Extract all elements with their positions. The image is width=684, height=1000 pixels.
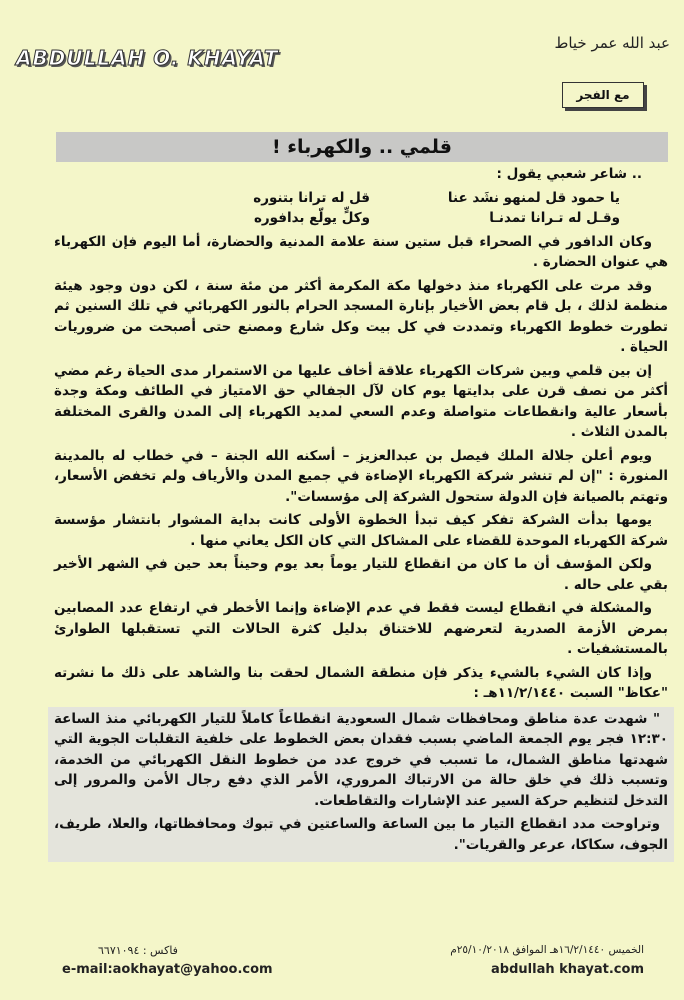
- quote-paragraph: " شهدت عدة مناطق ومحافظات شمال السعودية انقطاعاً كاملاً للتيار الكهربائي منذ الساعة ١٢:٣٠ فجر يوم الجمعة الماضي بسبب فقدان بعض الخطوط على خلفية التقلبات الجوية التي شهدتها مناطق الشمال، ما تسبب في خروج عدد من خطوط النقل الكهربائي من الخدمة، وتسبب ذلك في خلق حالة من الارتباك المروري، الأمر الذي دفع رجال الأمن والمرور إلى التدخل لتنظيم حركة السير عند الإشارات والتقاطعات.: [54, 710, 668, 809]
- article-paragraph: وإذا كان الشيء بالشيء يذكر فإن منطقة الشمال لحقت بنا والشاهد على ذلك ما نشرته "عكاظ" السبت ١١/٢/١٤٤٠هـ :: [54, 664, 668, 701]
- article-intro: .. شاعر شعبي يقول :: [496, 166, 642, 182]
- article-paragraph: يومها بدأت الشركة تفكر كيف تبدأ الخطوة الأولى كانت بداية المشوار بانتشار مؤسسة شركة الكهرباء الموحدة للقضاء على المشاكل التي كان الكل يعاني منها .: [54, 512, 668, 549]
- fax-number: فاكس : ٦٦٧١٠٩٤: [98, 944, 178, 957]
- poem-hemistich: يا حمود قل لمنهو نشَد عنا: [447, 189, 620, 206]
- article-paragraph: وكان الدافور في الصحراء قبل ستين سنة علامة المدنية والحضارة، أما اليوم فإن الكهرباء هي عنوان الحضارة .: [54, 233, 668, 270]
- quote-paragraph: وتراوحت مدد انقطاع التيار ما بين الساعة والساعتين في تبوك ومحافظاتها، والعلا، طريف، الجوف، سكاكا، عرعر والقريات".: [54, 816, 668, 853]
- author-logo: ABDULLAH O. KHAYAT: [16, 46, 279, 70]
- column-name-box: مع الفجر: [562, 82, 644, 108]
- article-paragraph: ولكن المؤسف أن ما كان من انقطاع للتيار يوماً بعد يوم وحيناً بعد حين في الشهر الأخير بقي على حاله .: [54, 556, 668, 593]
- article-paragraph: وقد مرت على الكهرباء منذ دخولها مكة المكرمة أكثر من مئة سنة ، لكن دون وجود هيئة منظمة لذلك ، بل قام بعض الأخيار بإنارة المسجد الحرام بالنور الكهربائي في تلك السنين ثم تطورت خطوط الكهرباء وتمددت في كل بيت وكل شارع ومصنع حتى أصبحت من ضروريات الحياة .: [54, 277, 668, 355]
- article-paragraph: والمشكلة في انقطاع ليست فقط في عدم الإضاءة وإنما الأخطر في ارتفاع عدد المصابين بمرض الأزمة الصدرية لتعرضهم للاختناق بدليل كثرة الحالات التي تستقبلها الطوارئ بالمستشفيات .: [54, 600, 668, 657]
- publication-date: الخميس ١٦/٢/١٤٤٠هـ الموافق ٢٥/١٠/٢٠١٨م: [450, 944, 644, 956]
- article-body: [54, 164, 668, 862]
- poem-hemistich: قل له ترانا بتنوره: [253, 189, 370, 206]
- poem-hemistich: وقـل له تـرانا تمدنـا: [489, 210, 620, 226]
- email-link[interactable]: e-mail:aokhayat@yahoo.com: [62, 962, 273, 977]
- website-link[interactable]: abdullah khayat.com: [491, 962, 644, 977]
- poem-hemistich: وكلٍّ يولّع بدافوره: [253, 210, 370, 226]
- article-title: قلمي .. والكهرباء !: [56, 132, 668, 162]
- poem-line: [54, 208, 620, 229]
- poem: [54, 188, 668, 229]
- poem-line: [54, 188, 620, 209]
- article-paragraph: إن بين قلمي وبين شركات الكهرباء علاقة أخاف عليها من الاستمرار مدى الحياة رغم مضي أكثر من نصف قرن على بدايتها يوم كان لآل الجفالي حق الامتياز في الطائف ومكة وجدة بأسعار عالية وانقطاعات متواصلة وعدم السعي لمديد الكهرباء إلى المدن والقرى المختلفة بالمدن الثلاث .: [54, 362, 668, 440]
- news-quote: [48, 707, 674, 863]
- article-paragraph: ويوم أعلن جلالة الملك فيصل بن عبدالعزيز – أسكنه الله الجنة – في خطاب له بالمدينة المنورة : "إن لم تنشر شركة الكهرباء الإضاءة في جميع المدن والأرياف ولم تخفض الأسعار، وتهتم بالصيانة فإن الدولة ستحول الشركة إلى مؤسسات".: [54, 447, 668, 505]
- author-name-arabic: عبد الله عمر خياط: [554, 34, 670, 52]
